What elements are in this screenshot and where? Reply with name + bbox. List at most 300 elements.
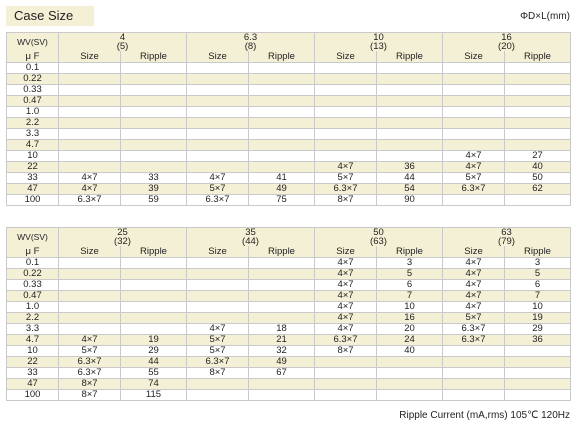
size-cell: 4×7: [443, 269, 505, 280]
wv-label: WV(SV): [7, 228, 59, 247]
table-row: [7, 195, 571, 206]
size-cell: 8×7: [187, 368, 249, 379]
size-header: Size: [315, 246, 377, 258]
size-cell: [443, 74, 505, 85]
size-cell: 5×7: [443, 173, 505, 184]
size-cell: 6.3×7: [59, 368, 121, 379]
capacitance-cell: 10: [7, 151, 59, 162]
ripple-header: Ripple: [121, 51, 187, 63]
size-cell: [187, 140, 249, 151]
size-cell: 4×7: [443, 302, 505, 313]
ripple-cell: [377, 379, 443, 390]
size-cell: 4×7: [59, 335, 121, 346]
ripple-cell: 75: [249, 195, 315, 206]
ripple-cell: [121, 140, 187, 151]
size-cell: 5×7: [187, 335, 249, 346]
size-cell: 4×7: [187, 324, 249, 335]
page-title: Case Size: [6, 6, 94, 26]
ripple-cell: 90: [377, 195, 443, 206]
voltage-header: [187, 33, 315, 52]
voltage-wv: 16: [501, 32, 512, 43]
size-cell: [59, 291, 121, 302]
ripple-cell: 49: [249, 357, 315, 368]
ripple-header: Ripple: [249, 246, 315, 258]
wv-label: WV(SV): [7, 33, 59, 52]
size-cell: 6.3×7: [315, 184, 377, 195]
size-cell: [59, 162, 121, 173]
ripple-cell: [377, 390, 443, 401]
ripple-cell: [505, 107, 571, 118]
capacitance-cell: 0.33: [7, 85, 59, 96]
ripple-cell: 41: [249, 173, 315, 184]
ripple-cell: [121, 85, 187, 96]
size-cell: [187, 258, 249, 269]
ripple-cell: [121, 107, 187, 118]
size-cell: 4×7: [315, 280, 377, 291]
ripple-cell: 62: [505, 184, 571, 195]
size-cell: [315, 390, 377, 401]
ripple-cell: [121, 118, 187, 129]
ripple-cell: [505, 379, 571, 390]
ripple-cell: [377, 74, 443, 85]
size-cell: 4×7: [315, 324, 377, 335]
ripple-cell: 10: [505, 302, 571, 313]
ripple-cell: [121, 324, 187, 335]
ripple-cell: [377, 129, 443, 140]
size-cell: [443, 368, 505, 379]
size-cell: 6.3×7: [443, 324, 505, 335]
table-row: [7, 85, 571, 96]
size-cell: [315, 96, 377, 107]
ripple-cell: 36: [505, 335, 571, 346]
ripple-cell: [377, 118, 443, 129]
voltage-wv: 35: [245, 227, 256, 238]
size-cell: 4×7: [443, 151, 505, 162]
column-header-row: [7, 51, 571, 63]
size-cell: [443, 85, 505, 96]
column-header-row: [7, 246, 571, 258]
size-cell: [187, 74, 249, 85]
size-cell: 4×7: [315, 269, 377, 280]
size-cell: [315, 357, 377, 368]
table-row: [7, 302, 571, 313]
size-cell: [59, 280, 121, 291]
size-cell: [315, 118, 377, 129]
size-cell: [443, 346, 505, 357]
ripple-cell: 67: [249, 368, 315, 379]
ripple-cell: 40: [505, 162, 571, 173]
size-cell: 8×7: [59, 379, 121, 390]
size-cell: 6.3×7: [443, 184, 505, 195]
ripple-cell: [121, 129, 187, 140]
size-header: Size: [315, 51, 377, 63]
ripple-cell: [121, 151, 187, 162]
size-cell: 4×7: [443, 291, 505, 302]
ripple-cell: [505, 63, 571, 74]
uf-label: μ F: [7, 51, 59, 63]
ripple-cell: 7: [505, 291, 571, 302]
capacitance-cell: 2.2: [7, 313, 59, 324]
voltage-header: [187, 228, 315, 247]
ripple-cell: [505, 357, 571, 368]
size-header: Size: [443, 246, 505, 258]
ripple-cell: 20: [377, 324, 443, 335]
ripple-cell: [121, 280, 187, 291]
size-cell: 6.3×7: [187, 195, 249, 206]
ripple-cell: [505, 85, 571, 96]
ripple-cell: [377, 357, 443, 368]
voltage-sv: (63): [370, 236, 387, 246]
ripple-cell: [121, 162, 187, 173]
table-row: [7, 324, 571, 335]
size-cell: [187, 129, 249, 140]
capacitance-cell: 0.22: [7, 74, 59, 85]
size-cell: [315, 85, 377, 96]
ripple-cell: 59: [121, 195, 187, 206]
ripple-cell: [249, 291, 315, 302]
size-cell: 5×7: [187, 346, 249, 357]
ripple-cell: [505, 346, 571, 357]
size-cell: [187, 118, 249, 129]
table-row: [7, 335, 571, 346]
size-cell: [59, 63, 121, 74]
size-cell: [187, 107, 249, 118]
ripple-cell: [377, 85, 443, 96]
ripple-cell: [377, 96, 443, 107]
capacitance-cell: 4.7: [7, 335, 59, 346]
voltage-header: [443, 228, 571, 247]
ripple-cell: [505, 74, 571, 85]
ripple-cell: [249, 313, 315, 324]
size-header: Size: [59, 246, 121, 258]
size-cell: [443, 107, 505, 118]
ripple-cell: [121, 74, 187, 85]
size-cell: [59, 74, 121, 85]
ripple-cell: 19: [505, 313, 571, 324]
voltage-header: [315, 228, 443, 247]
ripple-cell: 55: [121, 368, 187, 379]
ripple-cell: [249, 63, 315, 74]
size-cell: [59, 140, 121, 151]
ripple-cell: 21: [249, 335, 315, 346]
table-row: [7, 379, 571, 390]
size-cell: 6.3×7: [443, 335, 505, 346]
table-row: [7, 368, 571, 379]
ripple-cell: [249, 151, 315, 162]
size-cell: [187, 269, 249, 280]
size-cell: [59, 302, 121, 313]
size-cell: 4×7: [315, 258, 377, 269]
capacitance-cell: 1.0: [7, 302, 59, 313]
capacitance-cell: 3.3: [7, 129, 59, 140]
capacitance-cell: 47: [7, 184, 59, 195]
size-cell: [187, 390, 249, 401]
footer-note: Ripple Current (mA,rms) 105℃ 120Hz: [399, 410, 570, 421]
ripple-cell: 19: [121, 335, 187, 346]
capacitance-cell: 2.2: [7, 118, 59, 129]
table-row: [7, 118, 571, 129]
ripple-cell: [249, 107, 315, 118]
ripple-cell: 10: [377, 302, 443, 313]
ripple-cell: [505, 195, 571, 206]
ripple-cell: 33: [121, 173, 187, 184]
size-cell: [59, 129, 121, 140]
size-cell: [315, 107, 377, 118]
size-cell: [187, 280, 249, 291]
capacitance-cell: 22: [7, 357, 59, 368]
size-cell: 5×7: [443, 313, 505, 324]
voltage-sv: (44): [242, 236, 259, 246]
size-cell: [187, 162, 249, 173]
ripple-cell: 6: [377, 280, 443, 291]
ripple-cell: [121, 302, 187, 313]
ripple-cell: [249, 379, 315, 390]
size-cell: [443, 118, 505, 129]
size-cell: 6.3×7: [59, 357, 121, 368]
size-cell: [315, 379, 377, 390]
ripple-cell: 36: [377, 162, 443, 173]
capacitance-cell: 1.0: [7, 107, 59, 118]
ripple-cell: 5: [377, 269, 443, 280]
voltage-wv: 25: [117, 227, 128, 238]
ripple-cell: 29: [505, 324, 571, 335]
ripple-cell: [377, 368, 443, 379]
table-row: [7, 63, 571, 74]
size-cell: [59, 258, 121, 269]
table-row: [7, 269, 571, 280]
ripple-cell: 24: [377, 335, 443, 346]
size-cell: 4×7: [315, 291, 377, 302]
ripple-cell: 44: [121, 357, 187, 368]
size-cell: [187, 96, 249, 107]
ripple-cell: 29: [121, 346, 187, 357]
size-header: Size: [187, 246, 249, 258]
ripple-header: Ripple: [249, 51, 315, 63]
voltage-wv: 10: [373, 32, 384, 43]
size-cell: 4×7: [315, 302, 377, 313]
voltage-sv: (8): [244, 41, 257, 51]
table-row: [7, 129, 571, 140]
ripple-cell: 40: [377, 346, 443, 357]
ripple-cell: [505, 140, 571, 151]
capacitance-cell: 0.1: [7, 258, 59, 269]
ripple-cell: [377, 151, 443, 162]
ripple-cell: [249, 140, 315, 151]
ripple-cell: [377, 140, 443, 151]
capacitance-cell: 33: [7, 173, 59, 184]
voltage-sv: (13): [370, 41, 387, 51]
size-cell: 8×7: [315, 195, 377, 206]
ripple-cell: [121, 313, 187, 324]
capacitance-cell: 0.1: [7, 63, 59, 74]
size-cell: [443, 63, 505, 74]
size-cell: [443, 140, 505, 151]
table-row: [7, 107, 571, 118]
table-row: [7, 357, 571, 368]
voltage-wv: 6.3: [243, 32, 258, 43]
ripple-cell: [505, 118, 571, 129]
size-cell: 5×7: [315, 173, 377, 184]
table-row: [7, 291, 571, 302]
table-row: [7, 151, 571, 162]
uf-label: μ F: [7, 246, 59, 258]
size-cell: 4×7: [443, 258, 505, 269]
ripple-cell: 16: [377, 313, 443, 324]
ripple-cell: 5: [505, 269, 571, 280]
capacitance-cell: 10: [7, 346, 59, 357]
size-cell: [315, 74, 377, 85]
size-cell: [443, 129, 505, 140]
capacitance-cell: 0.47: [7, 96, 59, 107]
ripple-cell: 44: [377, 173, 443, 184]
ripple-cell: [249, 390, 315, 401]
ripple-cell: [377, 63, 443, 74]
size-cell: [187, 379, 249, 390]
ripple-cell: [121, 258, 187, 269]
ripple-cell: 115: [121, 390, 187, 401]
unit-label: ΦD×L(mm): [520, 11, 570, 22]
ripple-header: Ripple: [505, 51, 571, 63]
size-cell: [315, 140, 377, 151]
voltage-header: [59, 33, 187, 52]
voltage-wv: 4: [119, 32, 126, 43]
size-cell: [59, 107, 121, 118]
spec-table-1: [6, 32, 571, 206]
size-cell: [187, 291, 249, 302]
ripple-cell: [249, 129, 315, 140]
size-cell: [59, 85, 121, 96]
ripple-cell: 39: [121, 184, 187, 195]
ripple-cell: [121, 291, 187, 302]
ripple-cell: [249, 258, 315, 269]
size-cell: [59, 324, 121, 335]
ripple-header: Ripple: [377, 51, 443, 63]
ripple-cell: [121, 269, 187, 280]
size-cell: [315, 129, 377, 140]
size-header: Size: [187, 51, 249, 63]
capacitance-cell: 4.7: [7, 140, 59, 151]
size-cell: [443, 96, 505, 107]
size-cell: [443, 390, 505, 401]
size-cell: 4×7: [59, 184, 121, 195]
table-row: [7, 74, 571, 85]
table-row: [7, 140, 571, 151]
table-row: [7, 390, 571, 401]
table-row: [7, 162, 571, 173]
ripple-cell: 6: [505, 280, 571, 291]
ripple-cell: 27: [505, 151, 571, 162]
voltage-header-row: [7, 33, 571, 52]
ripple-cell: 50: [505, 173, 571, 184]
capacitance-cell: 22: [7, 162, 59, 173]
capacitance-cell: 3.3: [7, 324, 59, 335]
size-cell: 4×7: [443, 280, 505, 291]
size-cell: [59, 96, 121, 107]
size-cell: [59, 313, 121, 324]
size-cell: [315, 151, 377, 162]
ripple-cell: [249, 96, 315, 107]
capacitance-cell: 100: [7, 390, 59, 401]
size-cell: 4×7: [187, 173, 249, 184]
size-cell: [443, 379, 505, 390]
size-cell: [187, 151, 249, 162]
ripple-cell: [505, 96, 571, 107]
ripple-cell: 54: [377, 184, 443, 195]
ripple-cell: 3: [505, 258, 571, 269]
ripple-cell: [249, 118, 315, 129]
voltage-header: [59, 228, 187, 247]
voltage-wv: 63: [501, 227, 512, 238]
size-cell: [59, 151, 121, 162]
table-row: [7, 313, 571, 324]
ripple-cell: [505, 368, 571, 379]
table-row: [7, 173, 571, 184]
table-row: [7, 346, 571, 357]
size-cell: [315, 368, 377, 379]
size-cell: 4×7: [443, 162, 505, 173]
voltage-wv: 50: [373, 227, 384, 238]
capacitance-cell: 100: [7, 195, 59, 206]
size-cell: [187, 85, 249, 96]
voltage-header: [315, 33, 443, 52]
voltage-sv: (5): [116, 41, 129, 51]
size-cell: 8×7: [59, 390, 121, 401]
size-cell: [315, 63, 377, 74]
ripple-cell: 74: [121, 379, 187, 390]
ripple-cell: 32: [249, 346, 315, 357]
size-cell: 6.3×7: [187, 357, 249, 368]
size-cell: [187, 63, 249, 74]
size-cell: [187, 313, 249, 324]
ripple-cell: 49: [249, 184, 315, 195]
size-cell: 6.3×7: [59, 195, 121, 206]
ripple-cell: [121, 96, 187, 107]
size-cell: [59, 269, 121, 280]
ripple-cell: 18: [249, 324, 315, 335]
size-cell: [187, 302, 249, 313]
table-row: [7, 184, 571, 195]
spec-table-2: [6, 227, 571, 401]
ripple-cell: [249, 162, 315, 173]
ripple-cell: [121, 63, 187, 74]
ripple-cell: 3: [377, 258, 443, 269]
ripple-header: Ripple: [505, 246, 571, 258]
size-cell: 8×7: [315, 346, 377, 357]
size-cell: [59, 118, 121, 129]
ripple-cell: [249, 74, 315, 85]
ripple-cell: [249, 280, 315, 291]
ripple-cell: [249, 269, 315, 280]
capacitance-cell: 0.22: [7, 269, 59, 280]
ripple-cell: [505, 390, 571, 401]
ripple-header: Ripple: [121, 246, 187, 258]
size-cell: [443, 357, 505, 368]
ripple-cell: [249, 302, 315, 313]
size-cell: 4×7: [59, 173, 121, 184]
table-row: [7, 96, 571, 107]
size-cell: 5×7: [59, 346, 121, 357]
voltage-header: [443, 33, 571, 52]
size-cell: 6.3×7: [315, 335, 377, 346]
voltage-sv: (32): [114, 236, 131, 246]
size-cell: [443, 195, 505, 206]
ripple-cell: [377, 107, 443, 118]
table-row: [7, 280, 571, 291]
table-row: [7, 258, 571, 269]
capacitance-cell: 33: [7, 368, 59, 379]
size-cell: 4×7: [315, 162, 377, 173]
voltage-sv: (20): [498, 41, 515, 51]
